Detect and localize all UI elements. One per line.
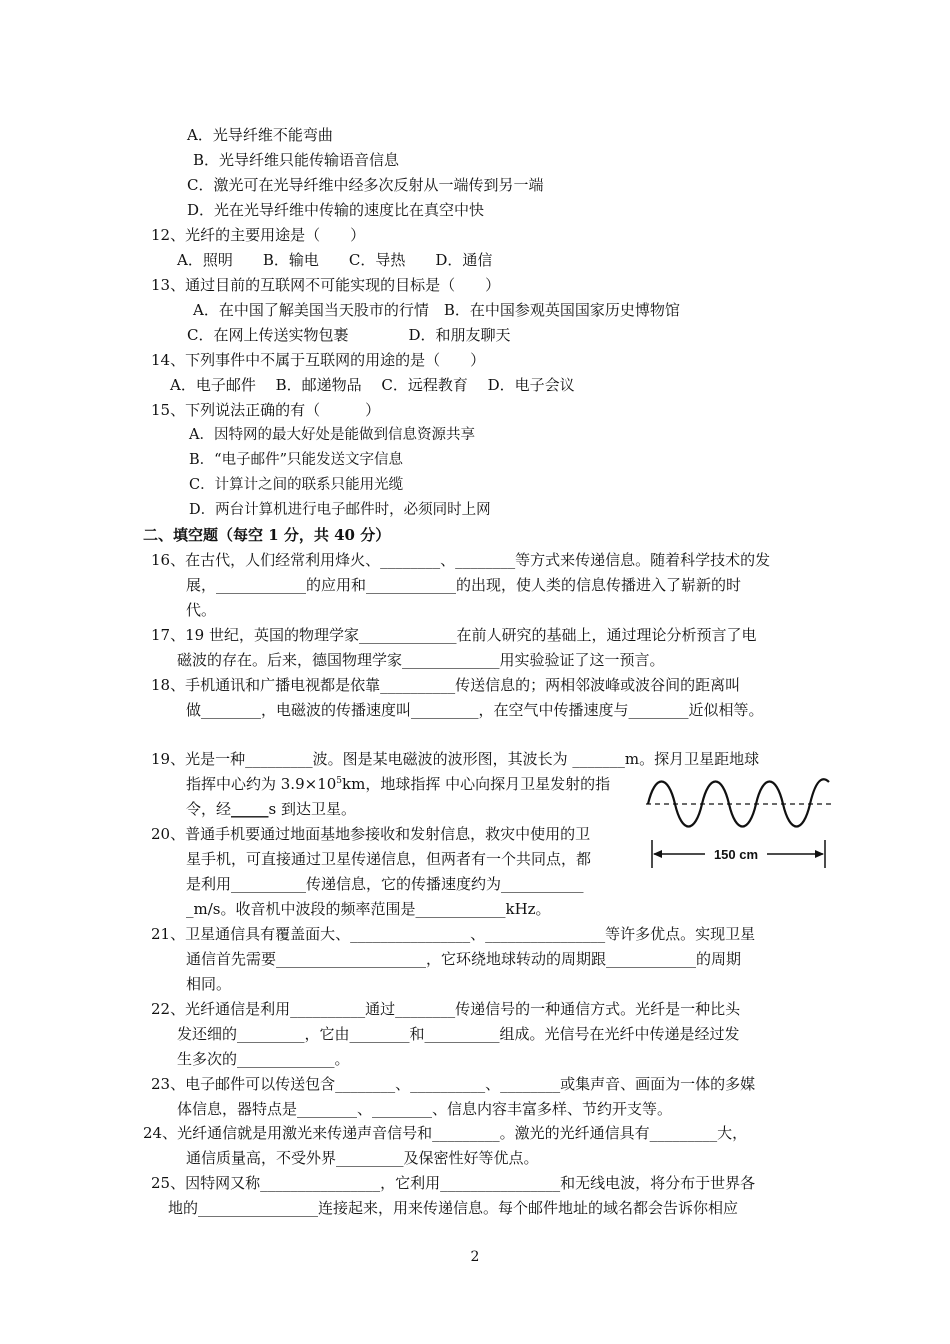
q16-line1: 16、在古代，人们经常利用烽火、________、________等方式来传递信息。随着科学技术的发 — [151, 551, 771, 569]
q23-line1: 23、电子邮件可以传送包含________、__________、________或集声音、画面为一体的多媒 — [151, 1075, 756, 1093]
q13-options-ab: A．在中国了解美国当天股市的行情 B．在中国参观英国国家历史博物馆 — [193, 301, 680, 319]
q17-line2: 磁波的存在。后来，德国物理学家_____________用实验验证了这一预言。 — [177, 651, 665, 669]
q14-stem: 14、下列事件中不属于互联网的用途的是（ ） — [151, 351, 486, 369]
q23-line2: 体信息，器特点是________、________、信息内容丰富多样、节约开支等。 — [177, 1100, 673, 1118]
q13-options-cd: C．在网上传送实物包裹 D．和朋友聊天 — [187, 326, 511, 344]
q22-line2: 发还细的_________，它由________和__________组成。光信号在光纤中传递是经过发 — [177, 1025, 740, 1043]
q19-line3 — [186, 798, 356, 820]
q15-option-a: A．因特网的最大好处是能做到信息资源共享 — [189, 427, 475, 443]
q18-line1: 18、手机通讯和广播电视都是依靠__________传送信息的；两相邻波峰或波谷间的距离叫 — [151, 676, 741, 694]
q20-line3: 是利用__________传递信息，它的传播速度约为___________ — [186, 875, 584, 893]
q16-line3: 代。 — [186, 601, 217, 619]
q11-option-b: B．光导纤维只能传输语音信息 — [193, 151, 400, 169]
q19-line2-rest: km，地球指挥 中心向探月卫星发射的指 — [342, 775, 611, 793]
q21-line1: 21、卫星通信具有覆盖面大、________________、________________等许多优点。实现卫星 — [151, 925, 756, 943]
q19-line3-text: 令，经 — [186, 800, 232, 818]
q19-line3-rest: s 到达卫星。 — [268, 800, 356, 818]
q21-line2: 通信首先需要____________________，它环绕地球转动的周期跟____________的周期 — [186, 950, 742, 968]
arrow-right — [815, 850, 824, 858]
q11-option-d: D．光在光导纤维中传输的速度比在真空中快 — [187, 201, 485, 219]
q24-line2: 通信质量高，不受外界_________及保密性好等优点。 — [186, 1149, 539, 1167]
wavelength-label: 150 cm — [713, 847, 759, 862]
q11-option-a: A．光导纤维不能弯曲 — [187, 126, 333, 144]
q24-line1: 24、光纤通信就是用激光来传递声音信号和_________。激光的光纤通信具有_________大， — [143, 1124, 748, 1142]
q19-line2-text: 指挥中心约为 3.9×10 — [186, 775, 337, 793]
q15-option-d: D．两台计算机进行电子邮件时，必须同时上网 — [189, 502, 491, 518]
wave-curve — [648, 779, 829, 826]
arrow-left — [653, 850, 662, 858]
wave-figure — [643, 768, 833, 878]
q17-line1: 17、19 世纪，英国的物理学家_____________在前人研究的基础上，通过理论分析预言了电 — [151, 626, 757, 644]
q20-line2: 星手机，可直接通过卫星传递信息，但两者有一个共同点，都 — [186, 850, 592, 868]
section-title: 二、填空题（每空 1 分，共 40 分） — [143, 526, 391, 544]
q20-line1: 20、普通手机要通过地面基地参接收和发射信息，救灾中使用的卫 — [151, 825, 591, 843]
q20-line4: _m/s。收音机中波段的频率范围是____________kHz。 — [186, 900, 551, 918]
q25-line2: 地的________________连接起来，用来传递信息。每个邮件地址的域名都会告诉你相应 — [168, 1199, 739, 1217]
q21-line3: 相同。 — [186, 975, 232, 993]
q15-stem: 15、下列说法正确的有（ ） — [151, 401, 381, 419]
q13-stem: 13、通过目前的互联网不可能实现的目标是（ ） — [151, 276, 501, 294]
q22-line1: 22、光纤通信是利用__________通过________传递信号的一种通信方式。光纤是一种比头 — [151, 1000, 741, 1018]
q15-option-c: C．计算计之间的联系只能用光缆 — [189, 477, 404, 493]
q22-line3: 生多次的_____________。 — [177, 1050, 350, 1068]
q16-line2: 展，____________的应用和____________的出现，使人类的信息传播进入了崭新的时 — [186, 576, 742, 594]
q19-line1: 19、光是一种_________波。图是某电磁波的波形图，其波长为 _______m。探月卫星距地球 — [151, 750, 760, 768]
q15-option-b: B．“电子邮件”只能发送文字信息 — [189, 452, 403, 468]
q14-options: A．电子邮件 B．邮递物品 C．远程教育 D．电子会议 — [170, 376, 575, 394]
q25-line1: 25、因特网又称________________，它利用________________和无线电波，将分布于世界各 — [151, 1174, 756, 1192]
page-number: 2 — [470, 1249, 480, 1265]
q11-option-c: C．激光可在光导纤维中经多次反射从一端传到另一端 — [187, 176, 544, 194]
q12-options: A．照明 B．输电 C．导热 D．通信 — [177, 251, 493, 269]
q12-stem: 12、光纤的主要用途是（ ） — [151, 226, 366, 244]
q19-blank: _____ — [231, 800, 269, 818]
q19-exponent: 5 — [336, 776, 343, 786]
q19-line2 — [186, 773, 610, 795]
q18-line2: 做________，电磁波的传播速度叫_________，在空气中传播速度与________近似相等。 — [186, 701, 764, 719]
